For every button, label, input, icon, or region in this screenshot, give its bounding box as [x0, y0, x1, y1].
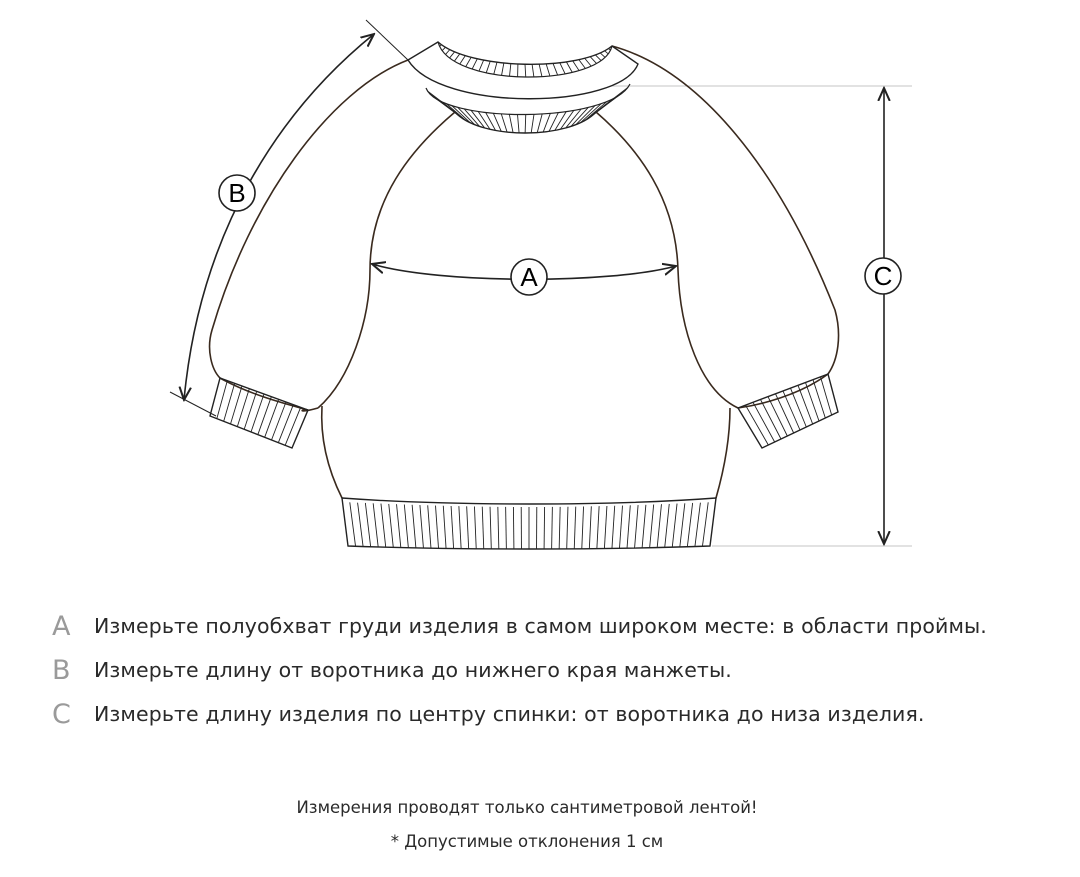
rib-line: [546, 64, 550, 76]
rib-line: [585, 58, 592, 66]
rib-line: [620, 506, 623, 549]
rib-line: [442, 47, 445, 50]
rib-line: [753, 402, 775, 442]
tolerance-note: * Допустимые отклонения 1 см: [390, 832, 664, 851]
left-cuff-ribbing: [210, 378, 308, 448]
rib-line: [525, 115, 526, 134]
measurement-legend: [52, 604, 1052, 736]
rib-line: [635, 505, 639, 548]
rib-line: [373, 503, 378, 546]
legend-item-c: [52, 692, 1052, 736]
rib-line: [446, 50, 450, 55]
rib-line: [506, 507, 507, 549]
rib-line: [549, 113, 558, 132]
rib-line: [665, 504, 670, 547]
rib-line: [494, 62, 497, 74]
rib-line: [539, 64, 542, 76]
rib-line: [381, 504, 386, 547]
rib-line: [574, 507, 576, 549]
rib-line: [657, 504, 661, 547]
rib-line: [573, 61, 579, 71]
rib-line: [560, 63, 565, 74]
rib-line: [420, 505, 424, 548]
rib-line: [768, 397, 787, 436]
rib-line: [510, 64, 511, 77]
rib-line: [609, 49, 611, 51]
rib-line: [428, 505, 431, 548]
rib-line: [806, 383, 820, 422]
rib-line: [454, 54, 459, 61]
rib-line: [590, 57, 596, 64]
rib-line: [813, 380, 825, 418]
rib-line: [687, 503, 692, 547]
rib-line: [412, 505, 416, 548]
rib-line: [672, 504, 677, 547]
rib-line: [436, 506, 439, 549]
rib-line: [642, 505, 646, 548]
rib-line: [589, 506, 591, 548]
rib-line: [525, 64, 526, 77]
measurement-a: [372, 259, 676, 295]
rib-line: [443, 506, 446, 548]
measurement-c: [865, 88, 901, 544]
rib-line: [509, 114, 513, 132]
rib-line: [285, 407, 301, 445]
rib-line: [761, 400, 782, 440]
rib-line: [486, 61, 490, 73]
rib-line: [501, 114, 507, 132]
rib-line: [595, 55, 601, 61]
rib-line: [553, 63, 558, 75]
hem-ribbing: [342, 498, 716, 549]
label-a: A: [520, 262, 538, 292]
rib-line: [544, 507, 545, 549]
rib-line: [650, 505, 654, 548]
rib-line: [472, 59, 477, 69]
rib-line: [479, 60, 484, 71]
rib-line: [490, 507, 491, 549]
rib-line: [244, 391, 256, 429]
rib-line: [600, 53, 605, 57]
rib-line: [543, 113, 550, 132]
rib-line: [450, 52, 455, 58]
rib-line: [474, 506, 476, 548]
label-b: B: [228, 178, 246, 208]
rib-line: [552, 507, 553, 549]
rib-line: [460, 56, 466, 64]
rib-line: [278, 405, 293, 443]
legend-letter: B: [52, 654, 71, 686]
rib-line: [397, 504, 401, 547]
rib-line: [537, 114, 542, 133]
legend-text: Измерьте длину от воротника до нижнего края манжеты.: [94, 658, 732, 682]
label-c: C: [873, 261, 893, 291]
rib-line: [365, 503, 370, 547]
legend-item-b: [52, 648, 1052, 692]
rib-line: [482, 507, 484, 549]
rib-line: [605, 51, 609, 54]
rib-line: [513, 507, 514, 549]
rib-line: [251, 394, 264, 432]
rib-line: [798, 385, 813, 424]
rib-line: [783, 391, 800, 430]
rib-line: [350, 502, 356, 546]
rib-line: [451, 506, 454, 548]
rib-line: [389, 504, 394, 547]
rib-line: [695, 503, 701, 547]
legend-letter: C: [52, 698, 71, 730]
rib-line: [459, 506, 461, 548]
rib-line: [440, 45, 442, 47]
measurement-note: Измерения проводят только сантиметровой лентой!: [296, 798, 758, 817]
rib-line: [502, 63, 504, 75]
rib-line: [258, 397, 272, 435]
rib-line: [272, 402, 287, 440]
rib-line: [776, 394, 794, 433]
rib-line: [585, 101, 607, 120]
rib-line: [265, 399, 279, 437]
rib-line: [559, 507, 560, 549]
legend-letter: A: [52, 610, 71, 642]
rib-line: [358, 503, 364, 547]
rib-line: [566, 62, 572, 72]
legend-item-a: [52, 604, 1052, 648]
right-cuff-ribbing: [738, 374, 838, 448]
rib-line: [604, 506, 607, 548]
rib-line: [579, 60, 586, 69]
rib-line: [597, 506, 599, 548]
rib-line: [466, 57, 471, 66]
rib-line: [567, 507, 568, 549]
rib-line: [627, 505, 630, 548]
rib-line: [404, 505, 408, 548]
rib-line: [582, 506, 584, 548]
legend-text: Измерьте длину изделия по центру спинки: от воротника до низа изделия.: [94, 702, 925, 726]
rib-line: [791, 388, 807, 427]
rib-line: [612, 506, 615, 548]
rib-line: [531, 114, 534, 133]
legend-text: Измерьте полуобхват груди изделия в самом широком месте: в области проймы.: [94, 614, 987, 638]
rib-line: [596, 87, 628, 112]
rib-line: [498, 507, 499, 549]
rib-line: [680, 503, 685, 546]
rib-line: [518, 114, 520, 132]
rib-line: [532, 64, 534, 77]
rib-line: [467, 506, 469, 548]
rib-line: [702, 502, 708, 546]
